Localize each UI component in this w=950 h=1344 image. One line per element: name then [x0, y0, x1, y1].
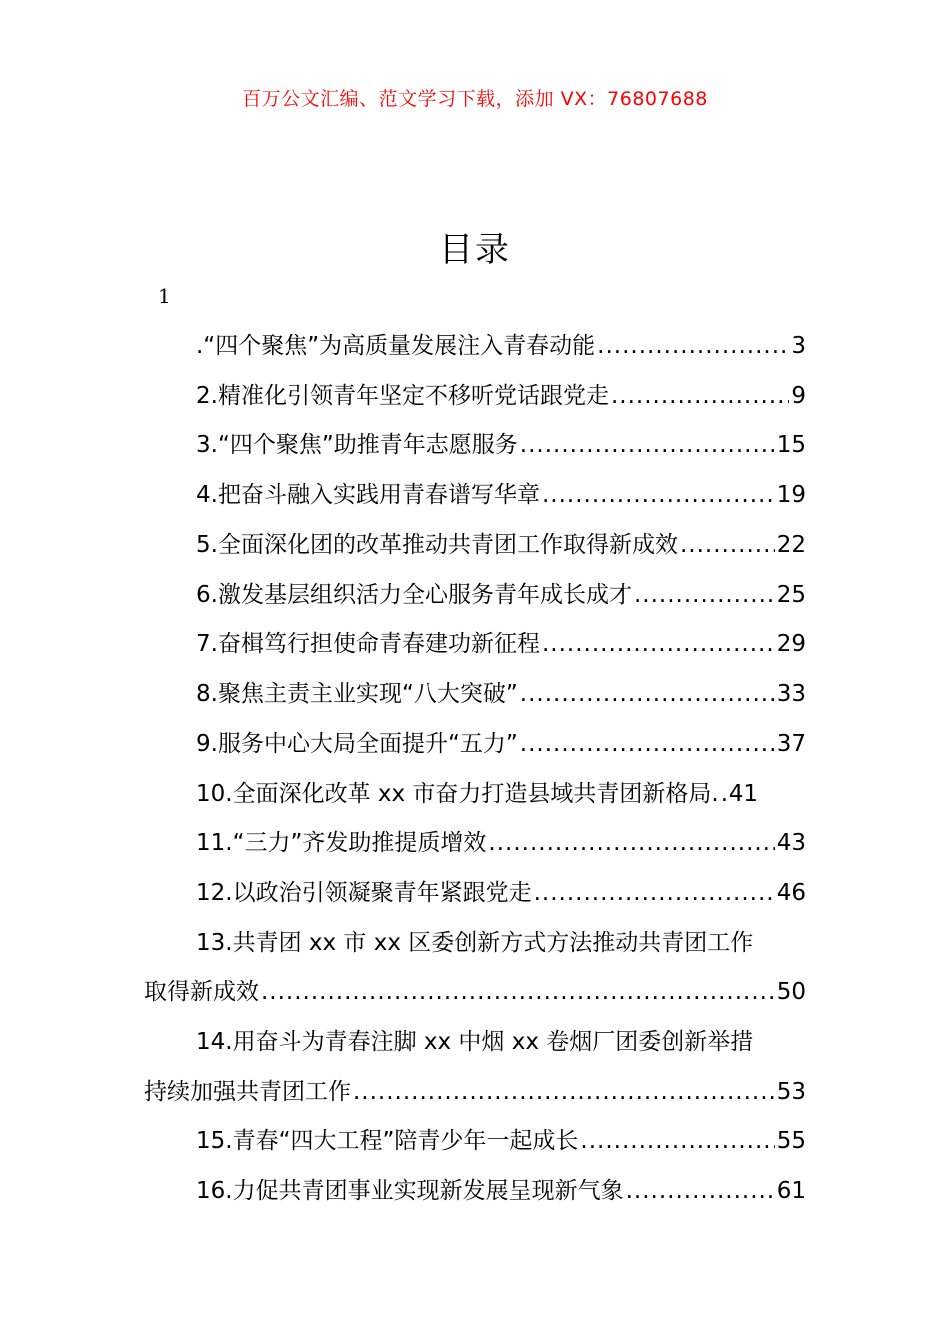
dot-leader	[520, 425, 775, 465]
toc-entry-title: 持续加强共青团工作	[144, 1079, 351, 1105]
toc-entry-title: 13.共青团 xx 市 xx 区委创新方式方法推动共青团工作	[196, 930, 754, 956]
dot-leader	[261, 972, 775, 1012]
toc-entry-page: 55	[776, 1128, 806, 1154]
toc-entry-title: 8.聚焦主责主业实现“八大突破”	[196, 681, 518, 707]
stray-page-number: 1	[158, 284, 171, 308]
toc-entry[interactable]	[144, 1121, 806, 1161]
toc-entry-title: 12.以政治引领凝聚青年紧跟党走	[196, 880, 532, 906]
toc-entry-page: 29	[776, 631, 806, 657]
toc-entry[interactable]	[144, 475, 806, 515]
toc-entry-title: 4.把奋斗融入实践用青春谱写华章	[196, 482, 540, 508]
toc-entry[interactable]	[144, 376, 806, 416]
toc-entry-page: 9	[791, 383, 806, 409]
toc-entry-page: 15	[776, 432, 806, 458]
dot-leader	[721, 774, 727, 814]
toc-entry[interactable]	[144, 1022, 806, 1062]
toc-entry-page: 19	[776, 482, 806, 508]
toc-entry-title: 6.激发基层组织活力全心服务青年成长成才	[196, 582, 632, 608]
toc-entry-page: 22	[776, 532, 806, 558]
toc-entry[interactable]	[144, 525, 806, 565]
toc-entry[interactable]	[144, 873, 806, 913]
toc-entry[interactable]	[144, 674, 806, 714]
toc-entry-title: .“四个聚焦”为高质量发展注入青春动能	[196, 333, 596, 359]
dot-leader	[542, 475, 775, 515]
page-title: 目录	[439, 230, 511, 270]
dot-leader	[680, 525, 775, 565]
dot-leader	[626, 1171, 775, 1211]
dot-leader	[520, 674, 775, 714]
toc-entry-page: 25	[776, 582, 806, 608]
dot-leader	[611, 376, 789, 416]
toc-entry-page: 41	[728, 781, 759, 807]
download-notice: 百万公文汇编、范文学习下载，添加 VX：76807688	[242, 88, 708, 110]
toc-entry-title: 11.“三力”齐发助推提质增效	[196, 830, 487, 856]
toc-entry-title: 7.奋楫笃行担使命青春建功新征程	[196, 631, 540, 657]
dot-leader	[542, 624, 775, 664]
dot-leader	[597, 326, 789, 366]
toc-entry[interactable]	[144, 624, 806, 664]
toc-entry-page: 46	[776, 880, 806, 906]
toc-entry-title: 9.服务中心大局全面提升“五力”	[196, 731, 518, 757]
toc-entry-page: 53	[776, 1079, 806, 1105]
toc-entry[interactable]	[144, 923, 806, 963]
dot-leader	[520, 724, 775, 764]
toc-entry[interactable]	[144, 823, 806, 863]
dot-leader	[534, 873, 775, 913]
toc-entry-title: 16.力促共青团事业实现新发展呈现新气象	[196, 1178, 624, 1204]
toc-entry-title: 取得新成效	[144, 979, 259, 1005]
dot-leader	[634, 575, 775, 615]
toc-entry-page: 37	[776, 731, 806, 757]
dot-leader	[580, 1121, 774, 1161]
toc-entry[interactable]	[144, 774, 806, 814]
toc-entry-title: 15.青春“四大工程”陪青少年一起成长	[196, 1128, 579, 1154]
toc-entry-title: 3.“四个聚焦”助推青年志愿服务	[196, 432, 518, 458]
toc-entry-continuation[interactable]	[144, 972, 806, 1012]
dot-leader	[353, 1072, 775, 1112]
toc-entry[interactable]	[144, 326, 806, 366]
toc-entry[interactable]	[144, 575, 806, 615]
toc-entry-page: 43	[776, 830, 806, 856]
toc-entry-page: 61	[776, 1178, 806, 1204]
toc-entry-page: 50	[776, 979, 806, 1005]
toc-entry[interactable]	[144, 1171, 806, 1211]
dot-leader	[488, 823, 774, 863]
toc-entry-title: 14.用奋斗为青春注脚 xx 中烟 xx 卷烟厂团委创新举措	[196, 1029, 754, 1055]
toc-entry-title: 5.全面深化团的改革推动共青团工作取得新成效	[196, 532, 678, 558]
toc-entry-title: 2.精准化引领青年坚定不移听党话跟党走	[196, 383, 609, 409]
toc-entry[interactable]	[144, 425, 806, 465]
toc-entry[interactable]	[144, 724, 806, 764]
toc-entry-continuation[interactable]	[144, 1072, 806, 1112]
toc-entry-page: 33	[776, 681, 806, 707]
toc-entry-page: 3	[791, 333, 806, 359]
toc-entry-title: 10.全面深化改革 xx 市奋力打造县域共青团新格局.	[196, 781, 719, 807]
